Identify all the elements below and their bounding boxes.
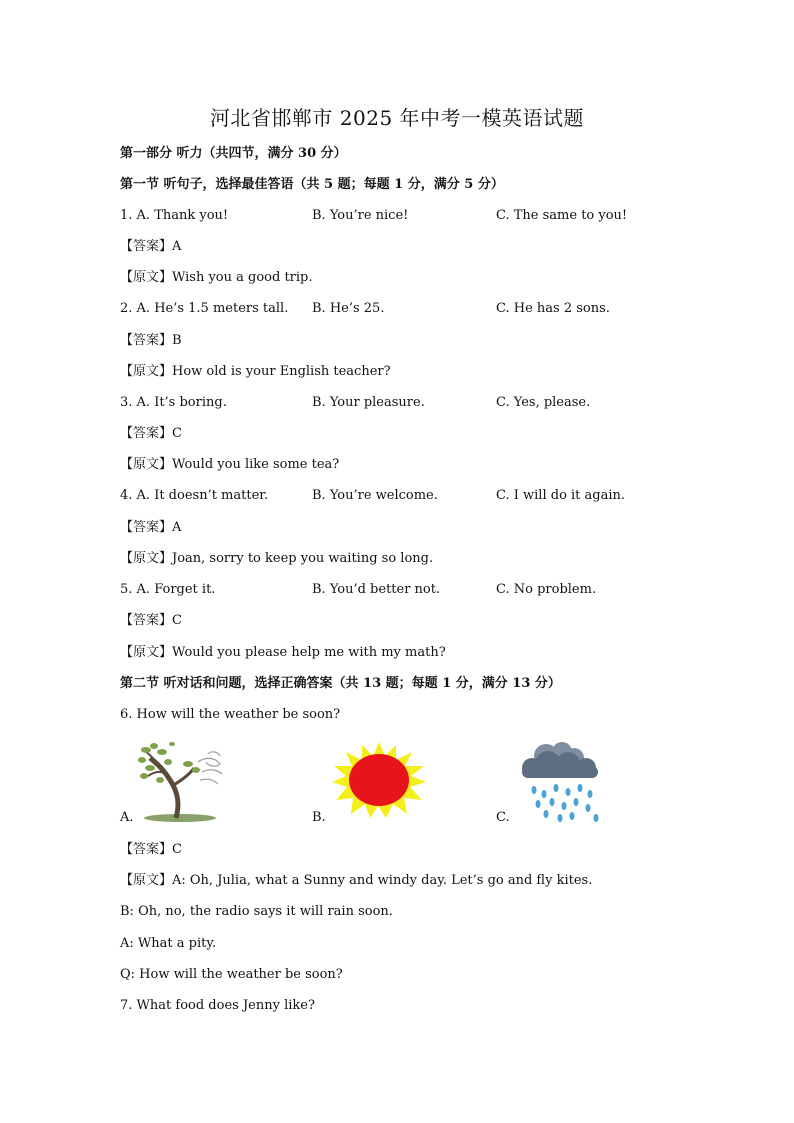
q6-answer: 【答案】C: [120, 842, 182, 857]
q1-answer: 【答案】A: [120, 239, 182, 254]
q5-option-b: B. You’d better not.: [312, 582, 441, 597]
q3-option-b: B. Your pleasure.: [312, 395, 425, 410]
q6-label-a: A.: [120, 810, 134, 825]
q2-option-c: C. He has 2 sons.: [496, 301, 610, 316]
q6-source-line-1: 【原文】A: Oh, Julia, what a Sunny and windy day. Let’s go and fly kites.: [120, 873, 593, 888]
page-title: 河北省邯郸市 2025 年中考一模英语试题: [209, 106, 585, 130]
q6-label-c: C.: [496, 810, 510, 825]
q1-option-b: B. You’re nice!: [312, 208, 409, 223]
section-heading: 第一节 听句子，选择最佳答语（共 5 题；每题 1 分，满分 5 分）: [120, 177, 504, 192]
q6-question: 6. How will the weather be soon?: [120, 707, 341, 722]
q6-label-b: B.: [312, 810, 326, 825]
section-heading: 第二节 听对话和问题，选择正确答案（共 13 题；每题 1 分，满分 13 分）: [120, 676, 561, 691]
q4-answer: 【答案】A: [120, 520, 182, 535]
q3-option-a: 3. A. It’s boring.: [120, 395, 227, 410]
q5-option-c: C. No problem.: [496, 582, 597, 597]
q7-question: 7. What food does Jenny like?: [120, 998, 315, 1013]
q4-source: 【原文】Joan, sorry to keep you waiting so long.: [120, 551, 434, 566]
windy-tree-icon: [136, 740, 226, 824]
sun-icon: [332, 742, 426, 818]
q3-answer: 【答案】C: [120, 426, 182, 441]
q2-option-b: B. He’s 25.: [312, 301, 385, 316]
q4-option-b: B. You’re welcome.: [312, 488, 438, 503]
q1-option-a: 1. A. Thank you!: [120, 208, 229, 223]
q2-answer: 【答案】B: [120, 333, 182, 348]
rain-cloud-icon: [516, 740, 604, 824]
q4-option-c: C. I will do it again.: [496, 488, 626, 503]
q6-source-line-4: Q: How will the weather be soon?: [120, 967, 343, 982]
q3-source: 【原文】Would you like some tea?: [120, 457, 340, 472]
q1-option-c: C. The same to you!: [496, 208, 628, 223]
q2-source: 【原文】How old is your English teacher?: [120, 364, 391, 379]
q3-option-c: C. Yes, please.: [496, 395, 591, 410]
q2-option-a: 2. A. He’s 1.5 meters tall.: [120, 301, 289, 316]
q6-source-line-2: B: Oh, no, the radio says it will rain soon.: [120, 904, 393, 919]
q1-source: 【原文】Wish you a good trip.: [120, 270, 313, 285]
q5-source: 【原文】Would you please help me with my math?: [120, 645, 446, 660]
part-heading: 第一部分 听力（共四节，满分 30 分）: [120, 146, 347, 161]
q6-source-line-3: A: What a pity.: [120, 936, 217, 951]
q5-option-a: 5. A. Forget it.: [120, 582, 216, 597]
q4-option-a: 4. A. It doesn’t matter.: [120, 488, 269, 503]
q5-answer: 【答案】C: [120, 613, 182, 628]
